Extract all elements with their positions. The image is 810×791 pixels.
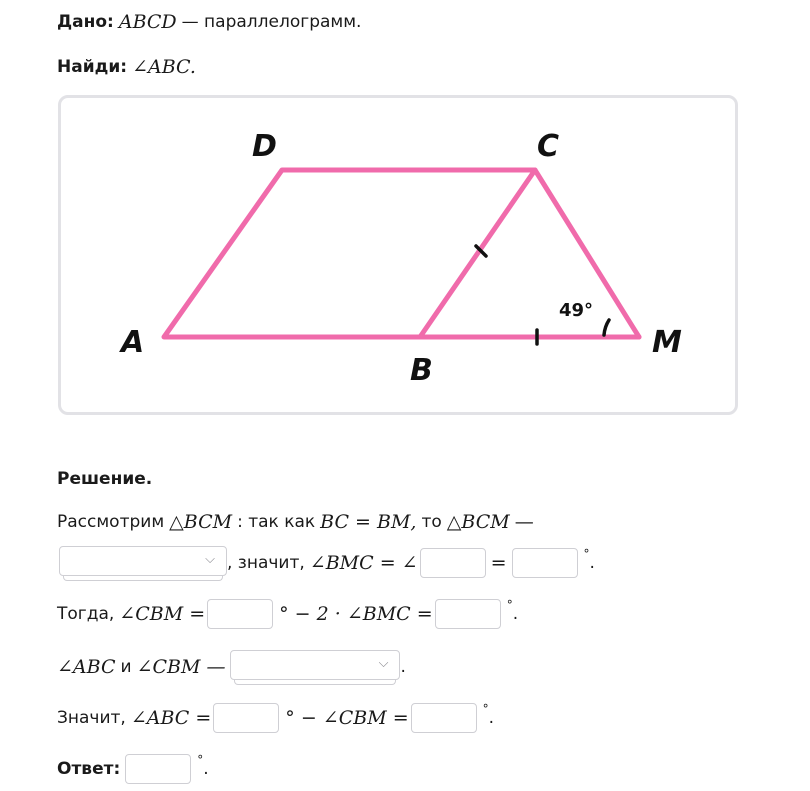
angle-abc-value-input[interactable] — [411, 703, 477, 733]
angle-bmc-value-input[interactable] — [512, 548, 578, 578]
geometry-figure — [61, 98, 735, 412]
line1-text-1: Рассмотрим — [57, 512, 165, 532]
line4-dot: . — [400, 657, 406, 677]
find-expr: ∠ABC. — [132, 56, 196, 78]
answer-dot: . — [203, 759, 209, 779]
line4-angle-abc: ∠ABC — [57, 656, 116, 678]
line5-degree: ° — [482, 702, 489, 716]
vertex-label-c: C — [537, 129, 560, 164]
solution-heading: Решение. — [57, 469, 153, 489]
line1-triangle-2: △BCM — [446, 511, 510, 533]
vertex-label-a: A — [121, 325, 145, 360]
line5-text-1: Значит, — [57, 708, 126, 728]
line5-expr: ∠ABC = — [130, 707, 212, 729]
line1-dash: — — [514, 511, 534, 533]
line3-mid: ° − 2 · ∠BMC = — [279, 603, 433, 625]
line1-text-3: то — [421, 512, 442, 532]
answer-input[interactable] — [125, 754, 191, 784]
chevron-down-icon[interactable]: ⌵ — [205, 552, 215, 567]
line5-mid: ° − ∠CBM = — [285, 707, 409, 729]
given-expr: ABCD — [118, 11, 177, 33]
given-label: Дано: — [57, 12, 114, 32]
line2-expr: ∠BMC = ∠ — [309, 552, 418, 574]
find-line — [57, 56, 196, 78]
given-line — [57, 11, 361, 33]
line1-text-2: : так как — [237, 512, 316, 532]
line3-dot: . — [512, 604, 519, 624]
solution-line-5 — [57, 703, 494, 733]
solution-line-2 — [59, 546, 595, 580]
answer-label: Ответ: — [57, 759, 121, 779]
dropdown-shadow — [63, 576, 223, 581]
solution-line-1 — [57, 511, 534, 533]
line1-triangle-1: △BCM — [169, 511, 233, 533]
line5-dot: . — [488, 708, 495, 728]
triangle-type-dropdown[interactable] — [59, 546, 227, 580]
triangle-sum-input[interactable] — [207, 599, 273, 629]
solution-line-3 — [57, 599, 518, 629]
chevron-down-icon[interactable]: ⌵ — [378, 656, 389, 671]
find-label: Найди: — [57, 57, 128, 77]
vertex-label-b: B — [410, 353, 433, 388]
parallelogram-abcd — [164, 170, 535, 337]
line3-text-1: Тогда, — [57, 604, 115, 624]
solution-heading-line — [57, 469, 152, 489]
answer-degree: ° — [197, 753, 204, 767]
line2-eq: = — [490, 552, 507, 574]
dropdown-face[interactable] — [230, 650, 400, 680]
straight-angle-input[interactable] — [213, 703, 279, 733]
line2-text-1: , значит, — [227, 553, 305, 573]
dropdown-face[interactable] — [59, 546, 227, 576]
line2-dot: . — [589, 553, 595, 573]
line3-expr: ∠CBM = — [119, 603, 206, 625]
vertex-label-d: D — [252, 129, 277, 164]
angle-name-input[interactable] — [420, 548, 486, 578]
line4-angle-cbm: ∠CBM — — [136, 656, 226, 678]
figure-frame — [58, 95, 738, 415]
solution-line-4 — [57, 650, 406, 684]
vertex-label-m: M — [652, 325, 682, 360]
angle-cbm-value-input[interactable] — [435, 599, 501, 629]
answer-line — [57, 754, 209, 784]
line3-degree: ° — [506, 598, 513, 612]
dropdown-shadow — [234, 680, 396, 685]
angle-relation-dropdown[interactable] — [230, 650, 400, 684]
given-text: — параллелограмм. — [181, 12, 362, 32]
line4-and: и — [120, 657, 132, 677]
angle-label-m: 49° — [559, 300, 594, 321]
line1-equality: BC = BM, — [320, 511, 417, 533]
line2-degree: ° — [583, 547, 590, 561]
angle-arc-m — [604, 320, 609, 335]
